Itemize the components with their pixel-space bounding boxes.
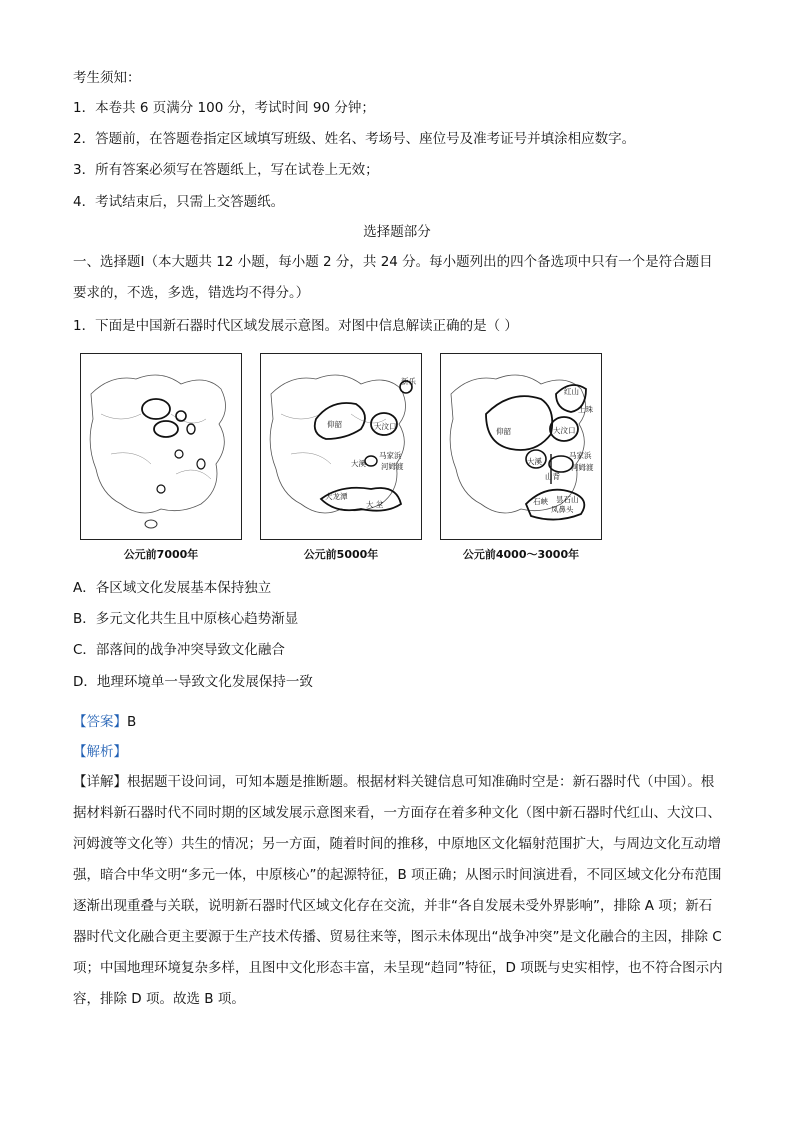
label-tuzhu: 土珠 [578,405,593,414]
label-hemudu-3: 河姆渡 [571,463,594,472]
option-a: A．各区域文化发展基本保持独立 [73,580,272,596]
label-daben: 大 坌 [366,500,384,509]
detail-label: 【详解】 [73,774,127,790]
label-yangshao-3: 仰韶 [496,427,511,436]
label-daxi-2: 大溪 [351,459,366,468]
section-title: 选择题部分 [363,224,431,240]
china-outline-map-1 [81,354,240,538]
answer-value: B [127,714,137,730]
map-caption-2: 公元前5000年 [303,548,379,561]
question-stem: 1．下面是中国新石器时代区域发展示意图。对图中信息解读正确的是（ ） [73,318,518,334]
notice-item-2: 2．答题前，在答题卷指定区域填写班级、姓名、考场号、座位号及准考证号并填涂相应数字。 [73,131,636,147]
map-caption-1: 公元前7000年 [123,548,199,561]
label-yangshao-2: 仰韶 [327,420,342,429]
china-outline-map-3 [441,354,600,538]
detail-text: 根据题干设问词，可知本题是推断题。根据材料关键信息可知准确时空是：新石器时代（中国）。根据材料新石器时代不同时期的区域发展示意图来看，一方面存在着多种文化（图中新石器时代红山、大汶口、河姆渡等文化等）共生的情况；另一方面，随着时间的推移，中原地区文化辐射范围扩大，与周边文化互动增强，暗合中华文明“多元一体，中原核心”的起源特征，B 项正确；从图示时间演进看，不同区域文化分布范围逐渐出现重叠与关联，说明新石器时代区域文化存在交流，并非“各自发展未受外界影响”，排除 A 项；新石器时代文化融合更主要源于生产技术传播、贸易往来等，图示未体现出“战争冲突”是文化融合的主因，排除 C 项；中国地理环境复杂多样，且图中文化形态丰富，未呈现“趋同”特征，D 项既与史实相悖，也不符合图示内容，排除 D 项。故选 B 项。 [73,774,723,1007]
label-shixia: 石峡 [533,497,548,506]
notice-item-1: 1．本卷共 6 页满分 100 分，考试时间 90 分钟； [73,100,375,116]
label-dawenkou-3: 大汶口 [553,426,576,435]
map-7000bc [80,353,242,540]
notice-item-3: 3．所有答案必须写在答题纸上，写在试卷上无效； [73,162,379,178]
label-hongshan: 红山 [564,387,579,396]
analysis-label: 【解析】 [73,744,127,760]
label-majiabang-3: 马家浜 [569,451,592,460]
label-majiabang-2: 马家浜 [379,451,402,460]
notice-heading: 考生须知： [73,70,141,86]
label-dawenkou-2: 大汶口 [374,422,397,431]
label-shanbei: 山背 [545,472,560,481]
label-xinle: 新乐 [401,377,416,386]
map-5000bc [260,353,422,540]
label-hemudu-2: 河姆渡 [381,462,404,471]
label-dalongtan: 大龙潭 [325,492,348,501]
label-fengbitou: 凤鼻头 [551,505,574,514]
label-tanshishan: 昙石山 [556,495,579,504]
option-b: B．多元文化共生且中原核心趋势渐显 [73,611,299,627]
answer-line [73,712,136,732]
label-daxi-3: 大溪 [527,457,542,466]
analysis-detail [73,767,723,1015]
option-c: C．部落间的战争冲突导致文化融合 [73,642,285,658]
map-caption-3: 公元前4000～3000年 [462,548,580,561]
instruction-text: 一、选择题Ⅰ（本大题共 12 小题，每小题 2 分，共 24 分。每小题列出的四个备选项中只有一个是符合题目要求的，不选，多选，错选均不得分。） [73,254,713,301]
notice-item-4: 4．考试结束后，只需上交答题纸。 [73,194,285,210]
china-outline-map-2 [261,354,420,538]
map-figure [80,353,604,563]
map-4000-3000bc [440,353,602,540]
answer-label: 【答案】 [73,714,127,730]
option-d: D．地理环境单一导致文化发展保持一致 [73,674,313,690]
